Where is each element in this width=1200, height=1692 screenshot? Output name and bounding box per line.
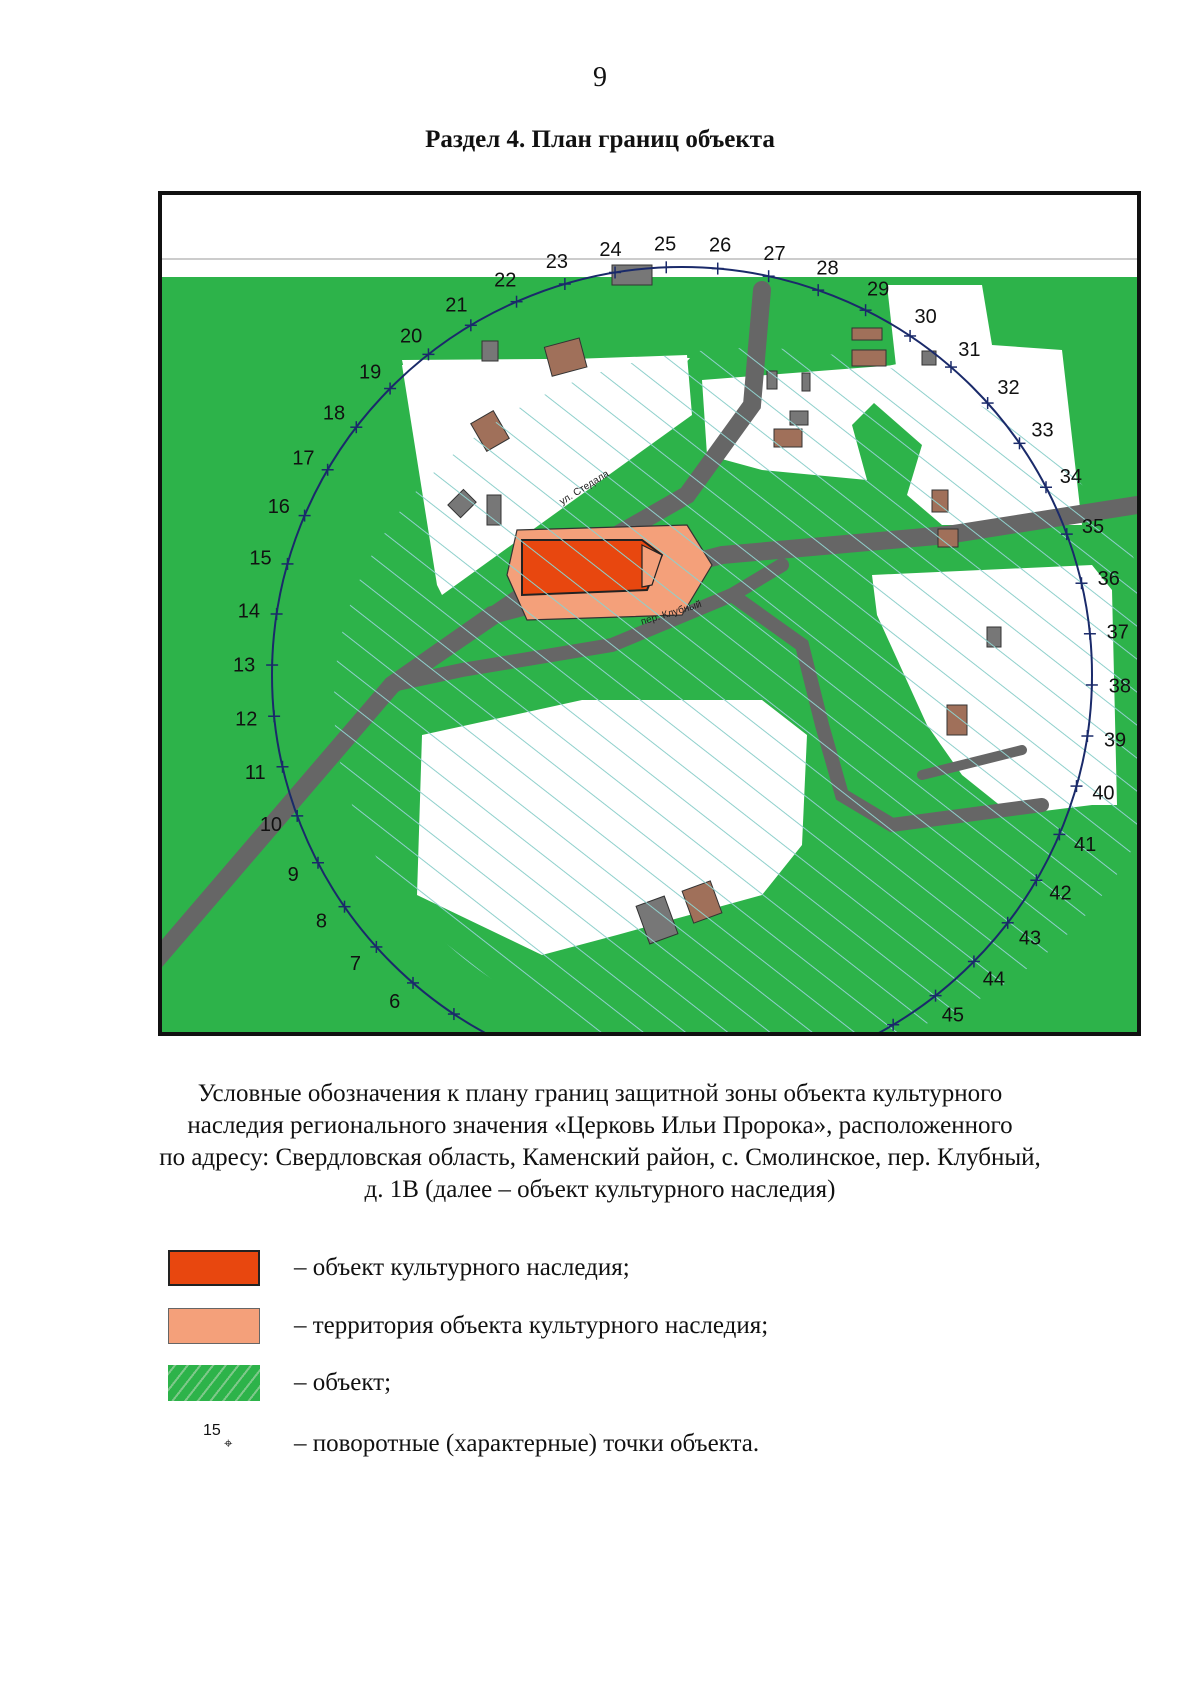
- street-label: пер. Клубный: [639, 598, 704, 628]
- legend-item-heritage-object: [168, 1250, 1068, 1290]
- boundary-point-label: 19: [359, 361, 382, 384]
- boundary-point-label: 20: [400, 325, 423, 348]
- protection-zone-swatch: [168, 1365, 260, 1401]
- crosshair-icon: ⌖: [224, 1434, 233, 1452]
- boundary-point-label: 32: [997, 377, 1020, 400]
- legend-item-heritage-territory: [168, 1308, 1068, 1348]
- boundary-point-label: 10: [259, 814, 283, 837]
- legend-item-label: – объект;: [294, 1369, 392, 1396]
- boundary-point-label: 24: [599, 238, 622, 261]
- boundary-point-label: 15: [249, 547, 272, 570]
- legend-item-protection-zone: [168, 1365, 1068, 1405]
- boundary-point-label: 18: [322, 402, 346, 425]
- turning-point-sample-number: 15: [203, 1422, 221, 1439]
- boundary-map: [158, 191, 1141, 1036]
- boundary-point-label: 25: [654, 233, 677, 256]
- legend-heading-line: Условные обозначения к плану границ защитной зоны объекта культурного: [197, 1080, 1003, 1107]
- boundary-point-label: 7: [349, 952, 362, 975]
- legend-item-label: – объект культурного наследия;: [294, 1254, 630, 1281]
- section-title: Раздел 4. План границ объекта: [425, 126, 775, 153]
- boundary-point-label: 37: [1106, 621, 1129, 644]
- legend-heading: [150, 1078, 1050, 1206]
- boundary-point-label: 44: [982, 968, 1005, 991]
- boundary-point-label: 45: [941, 1004, 964, 1027]
- boundary-point-label: 27: [763, 242, 786, 265]
- legend-heading-line: наследия регионального значения «Церковь Ильи Пророка», расположенного: [187, 1112, 1013, 1139]
- boundary-point-label: 34: [1059, 466, 1082, 489]
- boundary-point-label: 43: [1018, 927, 1042, 950]
- boundary-point-label: 11: [244, 762, 266, 785]
- street-label: ул. Стедала: [557, 468, 612, 508]
- legend-heading-line: по адресу: Свердловская область, Каменский район, с. Смолинское, пер. Клубный,: [159, 1144, 1041, 1171]
- boundary-point-label: 36: [1097, 567, 1120, 590]
- legend-heading-line: д. 1В (далее – объект культурного наследия): [364, 1176, 836, 1203]
- boundary-point-label: 40: [1092, 782, 1115, 805]
- legend-item-label: – поворотные (характерные) точки объекта.: [294, 1430, 760, 1457]
- heritage-territory-swatch: [168, 1308, 260, 1344]
- boundary-point-label: 41: [1074, 833, 1097, 856]
- map-canvas: [162, 195, 1137, 1032]
- boundary-point-label: 35: [1081, 515, 1105, 538]
- boundary-point-label: 38: [1108, 675, 1131, 698]
- boundary-point-label: 22: [494, 269, 517, 292]
- boundary-point-label: 14: [237, 600, 261, 623]
- boundary-point-label: 9: [287, 863, 299, 886]
- heritage-object-swatch: [168, 1250, 260, 1286]
- boundary-point-label: 39: [1103, 729, 1127, 752]
- boundary-point-label: 12: [235, 708, 258, 731]
- boundary-point-label: 8: [315, 910, 328, 933]
- turning-point-swatch: [168, 1422, 260, 1462]
- boundary-point-label: 42: [1049, 882, 1072, 905]
- legend-item-label: – территория объекта культурного наследия;: [294, 1312, 769, 1339]
- boundary-point-label: 26: [709, 234, 732, 257]
- boundary-point-label: 23: [545, 251, 568, 274]
- boundary-point-label: 31: [958, 338, 981, 361]
- boundary-point-label: 29: [866, 278, 890, 301]
- boundary-point-label: 30: [914, 306, 937, 329]
- boundary-point-label: 17: [292, 447, 315, 470]
- boundary-point-label: 13: [233, 654, 256, 677]
- boundary-point-label: 33: [1031, 419, 1054, 442]
- boundary-point-label: 28: [816, 257, 839, 280]
- boundary-point-label: 6: [389, 991, 401, 1014]
- legend-item-turning-point: [168, 1422, 1068, 1466]
- boundary-point-marker: [660, 261, 672, 273]
- boundary-point-marker: [712, 263, 724, 275]
- boundary-point-label: 16: [267, 496, 290, 519]
- page-number: 9: [593, 62, 607, 93]
- boundary-point-label: 21: [445, 294, 468, 317]
